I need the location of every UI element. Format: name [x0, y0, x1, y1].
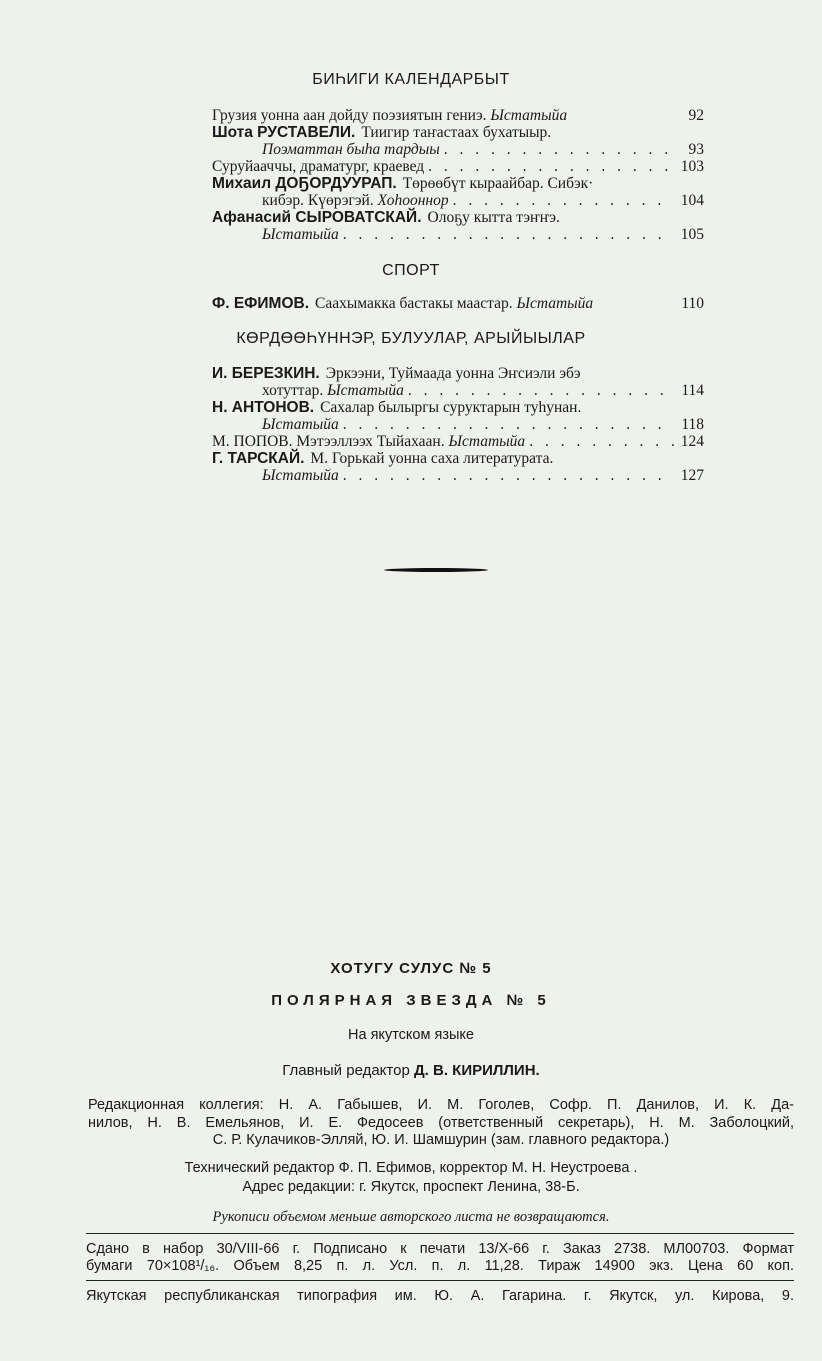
page-number: 92 [688, 107, 704, 124]
editorial-address: Адрес редакции: г. Якутск, проспект Ленина, 38-Б. [242, 1179, 580, 1195]
divider [384, 568, 488, 572]
rule-bottom [86, 1280, 794, 1281]
author-name: Г. ТАРСКАЙ. [212, 450, 305, 467]
author-name: Афанасий СЫРОВАТСКАЙ. [212, 209, 422, 226]
toc-entry: Шота РУСТАВЕЛИ. Тиигир таҥастаах бухатыыр. [212, 124, 552, 141]
printer-info: Якутская республиканская типография им. Ю. А. Гагарина. г. Якутск, ул. Кирова, 9. [86, 1288, 794, 1304]
editorial-board: Редакционная коллегия: Н. А. Габышев, И. М. Гоголев, Софр. П. Данилов, И. К. Да- нилов, Н. В. Емельянов, И. Е. Федосеев (ответственный секретарь), Н. М. Заболоцкий, С. Р. Кулачиков-Элляй, Ю. И. Шамшурин (зам. главного редактора.) [88, 1097, 794, 1148]
toc-entry: М. ПОПОВ. Мэтээллээх Тыйахаан. Ыстатыйа . . . 124 [212, 433, 704, 450]
toc-entry: Ф. ЕФИМОВ. Саахымакка бастакы маастар. Ыстатыйа 110 [212, 295, 704, 312]
page-number: 118 [681, 416, 704, 433]
page-number: 105 [680, 226, 704, 243]
page-number: 104 [680, 192, 704, 209]
toc-list-sport [212, 295, 704, 312]
page-number: 114 [681, 382, 704, 399]
chief-editor-name: Д. В. КИРИЛЛИН. [413, 1062, 540, 1079]
toc-entry: И. БЕРЕЗКИН. Эркээни, Туймаада уонна Эҥсиэли эбэ [212, 365, 581, 382]
rule-top [86, 1233, 794, 1234]
chief-editor: Главный редактор Д. В. КИРИЛЛИН. [282, 1062, 540, 1079]
page-number: 103 [680, 158, 704, 175]
section-title-research: КӨРДӨӨҺҮННЭР, БУЛУУЛАР, АРЫЙЫЫЛАР [236, 330, 586, 347]
toc-entry: Н. АНТОНОВ. Сахалар былыргы суруктарын туһунан. [212, 399, 582, 416]
language-note: На якутском языке [348, 1027, 474, 1043]
toc-entry: Афанасий СЫРОВАТСКАЙ. Олоҕу кытта тэҥҥэ. [212, 209, 560, 226]
page-number: 124 [680, 433, 704, 450]
technical-editor: Технический редактор Ф. П. Ефимов, корректор М. Н. Неустроева . [184, 1160, 638, 1176]
manuscripts-note: Рукописи объемом меньше авторского листа не возвращаются. [212, 1209, 610, 1225]
toc-entry: Михаил ДОҔОРДУУРАП. Төрөөбүт кыраайбар. Сибэк· [212, 175, 594, 192]
page-number: 93 [688, 141, 704, 158]
toc-entry: Г. ТАРСКАЙ. М. Горькай уонна саха литературата. [212, 450, 554, 467]
toc-list-research: И. БЕРЕЗКИН. Эркээни, Туймаада уонна Эҥсиэли эбэ хотуттар. Ыстатыйа . . . 114 Н. АНТОНОВ. Сахалар былыргы суруктарын туһунан. Ыстатыйа . . . 118 М. ПОПОВ. Мэтээллээх Тыйахаан. Ыстатыйа . . . 124 Г. ТАРСКАЙ. М. Горькай уонна саха литературата. Ыстатыйа . . . 127 [212, 365, 704, 484]
journal-title-russian: ПОЛЯРНАЯ ЗВЕЗДА № 5 [271, 992, 551, 1009]
page-number: 127 [680, 467, 704, 484]
toc-list-calendar: Грузия уонна аан дойду поэзиятын гениэ. Ыстатыйа 92 Шота РУСТАВЕЛИ. Тиигир таҥастаах бухатыыр. Поэматтан быһа тардыы . . . 93 Суруйааччы, драматург, краевед . . . 103 Михаил ДОҔОРДУУРАП. Төрөөбүт кыраайбар. Сибэк· кибэр. Күөрэгэй. Хоһооннор . . . 104 Афанасий СЫРОВАТСКАЙ. Олоҕу кытта тэҥҥэ. Ыстатыйа . . . 105 [212, 107, 704, 243]
author-name: Н. АНТОНОВ. [212, 399, 315, 416]
toc-entry: Суруйааччы, драматург, краевед . . . 103 [212, 158, 704, 175]
section-title-sport: СПОРТ [382, 262, 440, 279]
author-name: Шота РУСТАВЕЛИ. [212, 124, 356, 141]
author-name: Ф. ЕФИМОВ. [212, 295, 310, 312]
print-details: Сдано в набор 30/VIII-66 г. Подписано к печати 13/X-66 г. Заказ 2738. МЛ00703. Формат бумаги 70×108¹/₁₆. Объем 8,25 п. л. Усл. п. л. 11,28. Тираж 14900 экз. Цена 60 коп. [86, 1241, 794, 1274]
toc-entry: Грузия уонна аан дойду поэзиятын гениэ. Ыстатыйа 92 [212, 107, 704, 124]
section-title-calendar: БИҺИГИ КАЛЕНДАРБЫТ [312, 71, 510, 88]
author-name: Михаил ДОҔОРДУУРАП. [212, 175, 397, 192]
journal-title-yakut: ХОТУГУ СУЛУС № 5 [330, 960, 492, 977]
page-number: 110 [681, 295, 704, 312]
author-name: И. БЕРЕЗКИН. [212, 365, 320, 382]
